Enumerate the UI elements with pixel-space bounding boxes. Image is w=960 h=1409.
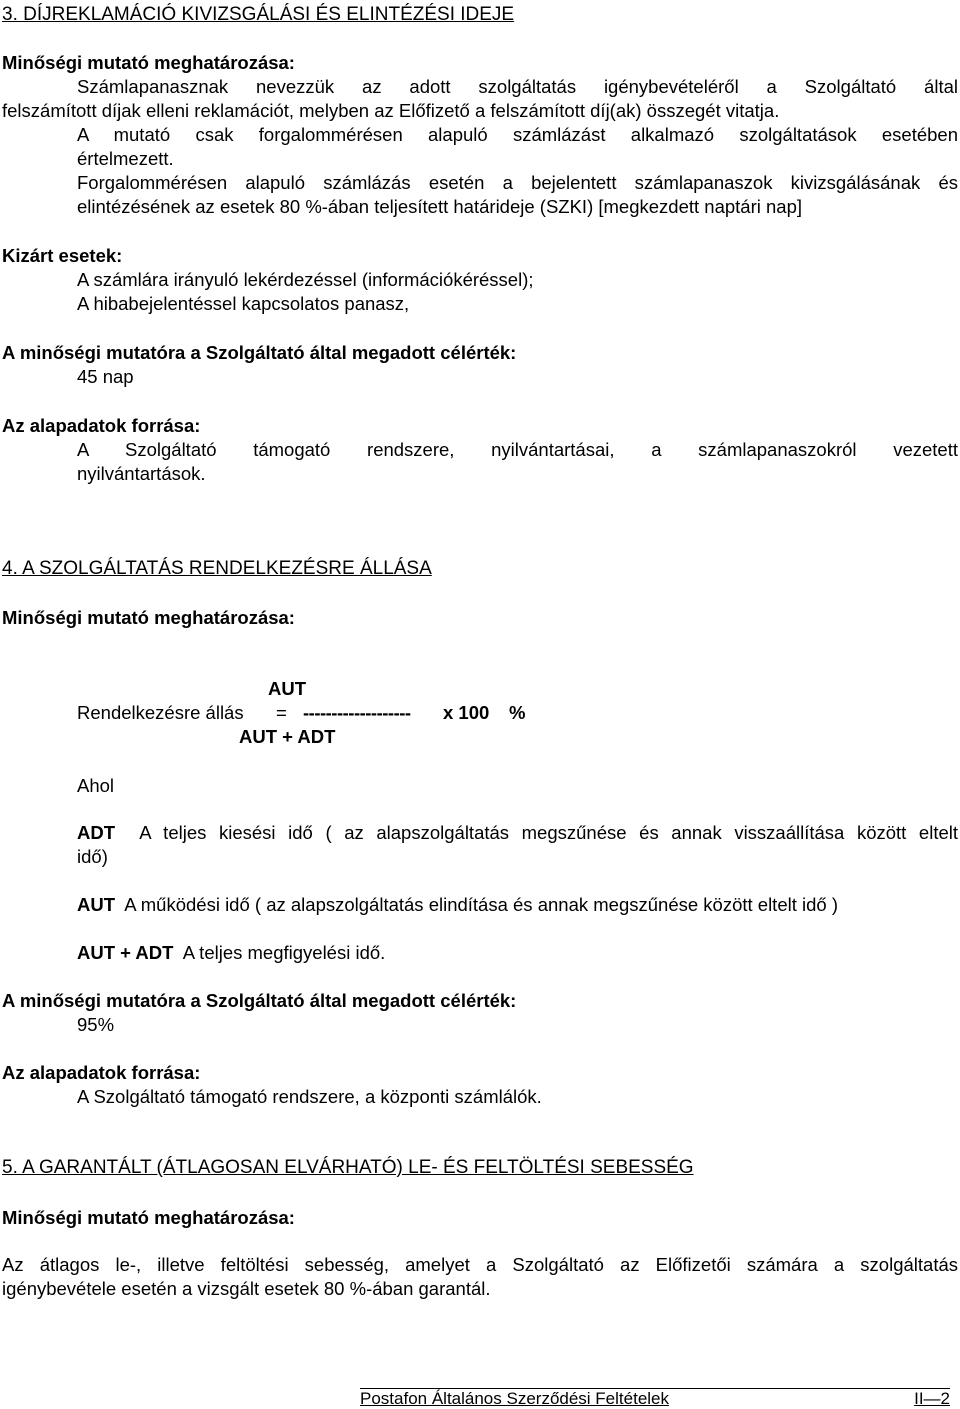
section-3-excluded-item: A számlára irányuló lekérdezéssel (információkéréssel); — [77, 269, 534, 290]
footer-title: Postafon Általános Szerződési Feltételek — [360, 1389, 670, 1408]
footer-page-number: II—2 — [914, 1389, 950, 1408]
definition-adt — [77, 822, 958, 844]
definition-aut — [77, 894, 838, 916]
formula-multiplier: x 100 — [443, 702, 490, 723]
fraction-dashes: ------------------- — [303, 702, 411, 723]
definition-term: AUT + ADT — [77, 942, 174, 963]
section-3-definition-line: értelmezett. — [77, 148, 174, 169]
formula-fraction-bar — [303, 702, 411, 724]
section-3-target-label: A minőségi mutatóra a Szolgáltató által megadott célérték: — [2, 342, 517, 363]
where-label: Ahol — [77, 775, 115, 796]
formula-denominator: AUT + ADT — [239, 726, 336, 747]
section-3-definition-line: felszámított díjak elleni reklamációt, melyben az Előfizető a felszámított díj(ak) összegét vitatja. — [2, 100, 780, 121]
section-4-target-value: 95% — [77, 1014, 115, 1035]
formula-percent: % — [509, 702, 526, 723]
section-4-target-label: A minőségi mutatóra a Szolgáltató által megadott célérték: — [2, 990, 517, 1011]
definition-aut-adt — [77, 942, 385, 964]
formula-lhs: Rendelkezésre állás — [77, 702, 244, 723]
section-5-heading: 5. A GARANTÁLT (ÁTLAGOSAN ELVÁRHATÓ) LE- ÉS FELTÖLTÉSI SEBESSÉG — [2, 1157, 694, 1178]
section-3-source-line: nyilvántartások. — [77, 463, 206, 484]
section-3-definition-line: Számlapanasznak nevezzük az adott szolgáltatás igénybevételéről a Szolgáltató által — [77, 76, 958, 97]
section-3-source-label: Az alapadatok forrása: — [2, 415, 201, 436]
section-3-target-value: 45 nap — [77, 366, 134, 387]
section-3-definition-line: Forgalommérésen alapuló számlázás esetén a bejelentett számlapanaszok kivizsgálásának és — [77, 172, 958, 193]
definition-term: ADT — [77, 822, 116, 843]
definition-text: A teljes kiesési idő ( az alapszolgáltatás megszűnése és annak visszaállítása között eltelt — [139, 822, 958, 843]
section-4-source-label: Az alapadatok forrása: — [2, 1062, 201, 1083]
section-4-heading: 4. A SZOLGÁLTATÁS RENDELKEZÉSRE ÁLLÁSA — [2, 558, 432, 579]
section-3-source-line: A Szolgáltató támogató rendszere, nyilvántartásai, a számlapanaszokról vezetett — [77, 439, 958, 460]
section-3-definition-line: elintézésének az esetek 80 %-ában teljesített határideje (SZKI) [megkezdett naptári nap] — [77, 196, 802, 217]
section-4-source-text: A Szolgáltató támogató rendszere, a központi számlálók. — [77, 1086, 542, 1107]
definition-text: A teljes megfigyelési idő. — [182, 942, 386, 963]
section-3-excluded-item: A hibabejelentéssel kapcsolatos panasz, — [77, 293, 410, 314]
section-5-text-line: Az átlagos le-, illetve feltöltési sebesség, amelyet a Szolgáltató az Előfizetői számára a szolgáltatás — [2, 1254, 958, 1275]
formula-numerator: AUT — [268, 678, 307, 699]
page-footer — [360, 1388, 950, 1409]
section-5-definition-label: Minőségi mutató meghatározása: — [2, 1207, 295, 1228]
section-3-excluded-label: Kizárt esetek: — [2, 245, 123, 266]
section-3-definition-line: A mutató csak forgalommérésen alapuló számlázást alkalmazó szolgáltatások esetében — [77, 124, 958, 145]
definition-text: A működési idő ( az alapszolgáltatás elindítása és annak megszűnése között eltelt idő ) — [124, 894, 838, 915]
section-3-heading: 3. DÍJREKLAMÁCIÓ KIVIZSGÁLÁSI ÉS ELINTÉZÉSI IDEJE — [2, 4, 515, 25]
formula-equals: = — [276, 702, 287, 723]
section-3-definition-label: Minőségi mutató meghatározása: — [2, 52, 295, 73]
definition-adt-continuation: idő) — [77, 846, 108, 867]
section-5-text-line: igénybevétele esetén a vizsgált esetek 80 %-ában garantál. — [2, 1278, 491, 1299]
section-4-definition-label: Minőségi mutató meghatározása: — [2, 607, 295, 628]
definition-term: AUT — [77, 894, 116, 915]
